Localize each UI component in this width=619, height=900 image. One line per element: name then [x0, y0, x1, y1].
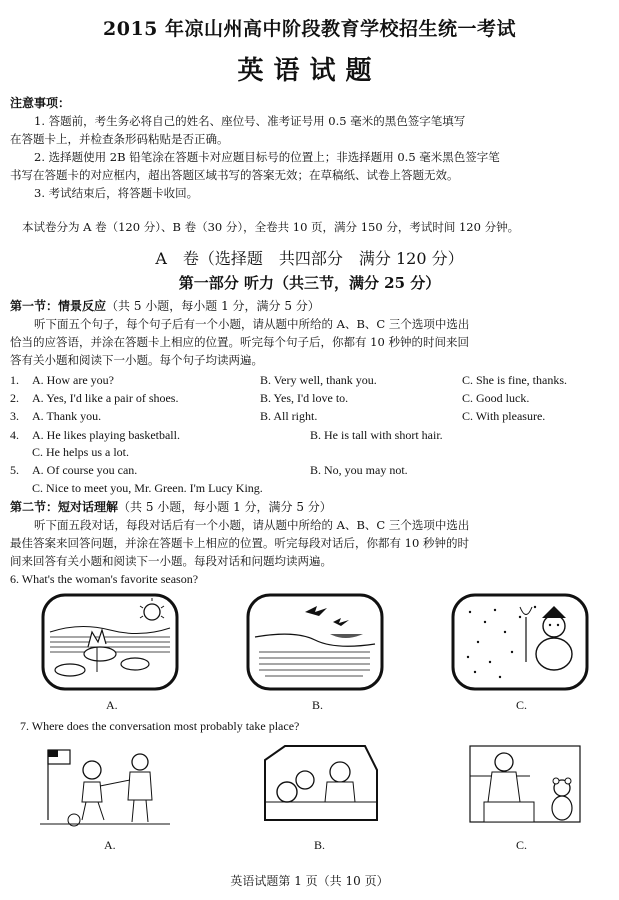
section1-heading-rest: （共 5 小题，每小题 1 分，满分 5 分）	[106, 299, 320, 313]
note-1-line1: 1. 答题前，考生务必将自己的姓名、座位号、准考证号用 0.5 毫米的黑色签字笔填写	[34, 114, 466, 128]
section1-heading-bold: 第一节：情景反应	[10, 299, 107, 313]
clerk-figure	[495, 753, 513, 771]
section2-heading	[10, 498, 332, 515]
q5-option-a: A. Of course you can.	[32, 463, 138, 477]
section2-instr-2: 最佳答案来回答问题，并涂在答题卡上相应的位置。听完每段对话后，你都有 10 秒钟的时	[10, 536, 469, 550]
q1-option-a: A. How are you?	[32, 373, 114, 387]
exam-subtitle: 英语试题	[237, 56, 382, 86]
lotus-leaf	[84, 647, 116, 661]
section1-instr-2: 恰当的应答语，并涂在答题卡上相应的位置。听完每个句子后，你都有 10 秒钟的时间来回	[10, 335, 469, 349]
section1-instr-3: 答有关小题和阅读下一小题。每个句子均读两遍。	[10, 353, 263, 367]
q3-option-b: B. All right.	[260, 409, 318, 423]
q1-option-b: B. Very well, thank you.	[260, 373, 377, 387]
adult-figure	[132, 754, 148, 770]
section2-heading-rest: （共 5 小题，每小题 1 分，满分 5 分）	[118, 500, 332, 514]
q4-num: 4.	[10, 428, 19, 442]
q1-option-c: C. She is fine, thanks.	[462, 373, 567, 387]
notes-heading: 注意事项：	[10, 96, 71, 110]
section1-instructions	[10, 315, 610, 369]
section-a-title: A 卷（选择题 共四部分 满分 120 分）	[155, 249, 464, 268]
exam-title: 2015 年凉山州高中阶段教育学校招生统一考试	[103, 18, 516, 40]
driver-figure	[296, 771, 314, 789]
q7-label-c: C.	[516, 838, 528, 852]
q5-option-c: C. Nice to meet you, Mr. Green. I'm Lucy King.	[32, 481, 263, 495]
notes-block	[10, 112, 610, 202]
section2-instructions	[10, 516, 610, 570]
q6-label-a: A.	[106, 698, 118, 712]
q7-picture-a-playground	[40, 740, 170, 830]
section1-heading	[10, 297, 320, 314]
section2-instr-1: 听下面五段对话，每段对话后有一个小题，请从题中所给的 A、B、C 三个选项中选出	[34, 518, 470, 532]
q6-prompt: 6. What's the woman's favorite season?	[10, 572, 199, 586]
q7-picture-c-shop	[460, 740, 590, 830]
q5-option-b: B. No, you may not.	[310, 463, 408, 477]
q2-option-c: C. Good luck.	[462, 391, 530, 405]
q7-picture-b-car	[255, 740, 385, 830]
q3-num: 3.	[10, 409, 19, 423]
part1-title: 第一部分 听力（共三节，满分 25 分）	[178, 274, 441, 292]
q5-num: 5.	[10, 463, 19, 477]
section1-instr-1: 听下面五个句子，每个句子后有一个小题，请从题中所给的 A、B、C 三个选项中选出	[34, 317, 470, 331]
q6-picture-a-summer	[40, 592, 180, 692]
page-footer: 英语试题第 1 页（共 10 页）	[230, 874, 389, 888]
q6-picture-b-autumn	[245, 592, 385, 692]
passenger-figure	[330, 762, 350, 782]
q7-label-a: A.	[104, 838, 116, 852]
note-3: 3. 考试结束后，将答题卡收回。	[34, 186, 199, 200]
q2-num: 2.	[10, 391, 19, 405]
note-2-line2: 书写在答题卡的对应框内，超出答题区域书写的答案无效；在草稿纸、试卷上答题无效。	[10, 168, 459, 182]
q4-option-c: C. He helps us a lot.	[32, 445, 129, 459]
exam-info: 本试卷分为 A 卷（120 分）、B 卷（30 分），全卷共 10 页，满分 150 分，考试时间 120 分钟。	[22, 220, 520, 234]
section2-instr-3: 间来回答有关小题和阅读下一小题。每段对话和问题均读两遍。	[10, 554, 332, 568]
q6-label-c: C.	[516, 698, 528, 712]
q1-num: 1.	[10, 373, 19, 387]
q4-option-a: A. He likes playing basketball.	[32, 428, 180, 442]
q2-option-a: A. Yes, I'd like a pair of shoes.	[32, 391, 179, 405]
q2-option-b: B. Yes, I'd love to.	[260, 391, 349, 405]
q3-option-a: A. Thank you.	[32, 409, 102, 423]
note-1-line2: 在答题卡上，并检查条形码粘贴是否正确。	[10, 132, 229, 146]
child-figure	[83, 761, 101, 779]
q7-prompt: 7. Where does the conversation most probably take place?	[20, 719, 300, 733]
counter-icon	[484, 802, 534, 822]
q6-label-b: B.	[312, 698, 324, 712]
section2-heading-bold: 第二节：短对话理解	[10, 500, 119, 514]
q7-label-b: B.	[314, 838, 326, 852]
q4-option-b: B. He is tall with short hair.	[310, 428, 443, 442]
q3-option-c: C. With pleasure.	[462, 409, 546, 423]
snowman-icon	[543, 615, 565, 637]
q6-picture-c-winter	[450, 592, 590, 692]
note-2-line1: 2. 选择题使用 2B 铅笔涂在答题卡对应题目标号的位置上；非选择题用 0.5 毫米黑色签字笔	[34, 150, 500, 164]
